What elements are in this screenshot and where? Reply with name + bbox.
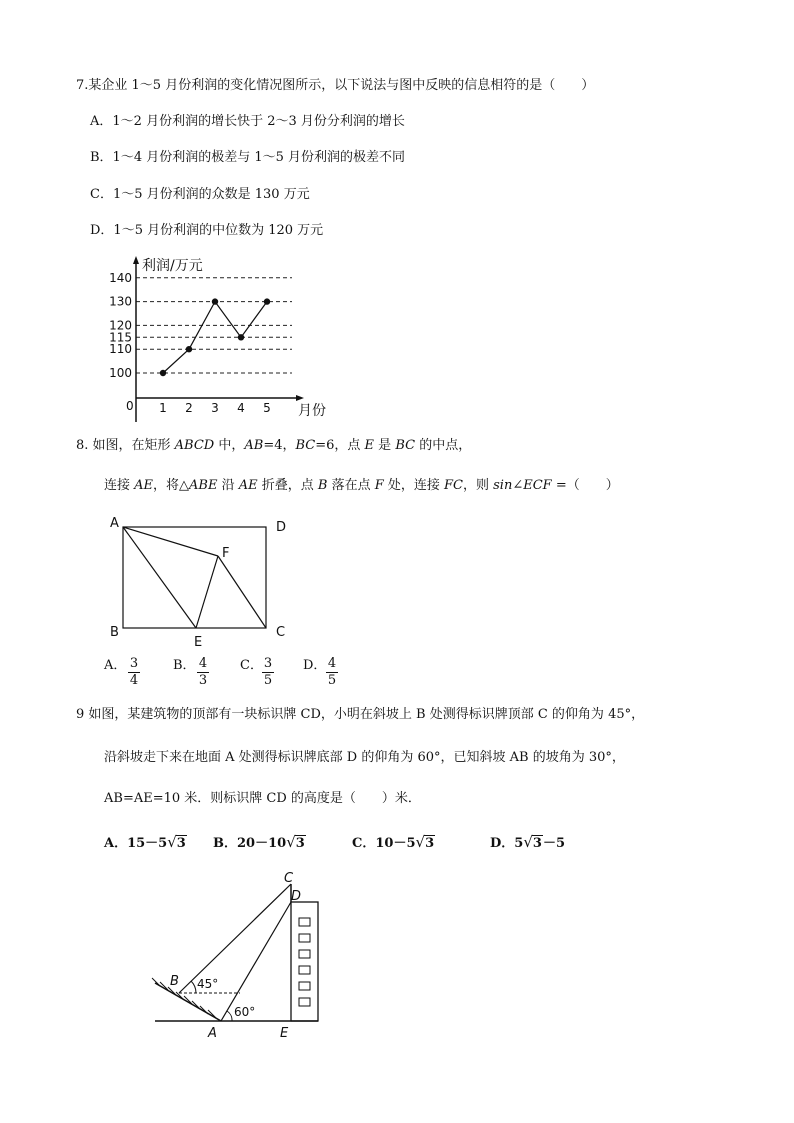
x-tick-label-1: 1 <box>159 401 167 415</box>
y-tick-label-110: 110 <box>109 342 132 357</box>
label-C: C <box>276 625 286 640</box>
q8-stem-line2: 连接 AE，将△ABE 沿 AE 折叠，点 B 落在点 F 处，连接 FC，则 sin∠ECF =（ ） <box>104 478 619 493</box>
q9-option-c: C．10－5√3 <box>352 833 435 851</box>
q8-option-c-frac: 3 5 <box>263 656 273 688</box>
label-D: D <box>291 889 302 904</box>
label-D: D <box>276 520 287 535</box>
label-A: A <box>110 516 119 531</box>
x-axis-label: 月份 <box>298 403 326 419</box>
y-axis-label: 利润/万元 <box>142 258 203 274</box>
y-tick-label-100: 100 <box>109 366 132 380</box>
q9-stem-line1: 9 如图，某建筑物的顶部有一块标识牌 CD，小明在斜坡上 B 处测得标识牌顶部 C 的仰角为 45°， <box>76 707 645 722</box>
y-tick-label-120: 120 <box>109 318 132 333</box>
q8-option-d-letter: D． <box>303 658 327 673</box>
q8-stem-line1: 8. 如图，在矩形 ABCD 中，AB=4，BC=6，点 E 是 BC 的中点， <box>76 438 472 453</box>
y-tick-label-140: 140 <box>109 270 132 285</box>
label-C: C <box>284 871 294 886</box>
label-E: E <box>194 635 203 650</box>
q8-option-b-frac: 4 3 <box>198 656 208 688</box>
q9-option-a: A．15－5√3 <box>104 833 186 851</box>
q9-stem-line2: 沿斜坡走下来在地面 A 处测得标识牌底部 D 的仰角为 60°，已知斜坡 AB 的坡角为 30°， <box>104 750 625 765</box>
x-tick-label-3: 3 <box>211 401 219 415</box>
q7-stem: 7.某企业 1～5 月份利润的变化情况图所示，以下说法与图中反映的信息相符的是（ ） <box>76 78 595 93</box>
x-tick-label-4: 4 <box>237 401 245 415</box>
q9-stem-line3: AB=AE=10 米．则标识牌 CD 的高度是（ ）米． <box>104 791 421 806</box>
label-F: F <box>222 546 230 561</box>
label-E: E <box>280 1026 289 1041</box>
x-tick-label-5: 5 <box>263 401 271 415</box>
y-tick-label-130: 130 <box>109 294 132 309</box>
q8-option-c-letter: C． <box>240 658 263 673</box>
angle-60: 60° <box>234 1005 256 1019</box>
q8-option-a-frac: 3 4 <box>129 656 139 688</box>
q7-option-b: B．1～4 月份利润的极差与 1～5 月份利润的极差不同 <box>90 150 406 165</box>
label-B: B <box>170 974 179 989</box>
label-B: B <box>110 625 119 640</box>
q7-option-a: A．1～2 月份利润的增长快于 2～3 月份分利润的增长 <box>90 114 405 129</box>
q8-option-a-letter: A． <box>104 658 127 673</box>
q9-option-d: D．5√3－5 <box>490 833 565 851</box>
q7-option-d: D．1～5 月份利润的中位数为 120 万元 <box>90 223 324 238</box>
y-tick-label-115: 115 <box>109 330 132 345</box>
x-tick-label-2: 2 <box>185 401 193 415</box>
q8-option-b-letter: B． <box>173 658 196 673</box>
q9-option-b: B．20－10√3 <box>213 833 305 851</box>
label-A: A <box>208 1026 217 1041</box>
q8-option-d-frac: 4 5 <box>327 656 337 688</box>
angle-45: 45° <box>197 977 219 991</box>
q7-option-c: C．1～5 月份利润的众数是 130 万元 <box>90 187 310 202</box>
origin-label: 0 <box>126 399 134 413</box>
